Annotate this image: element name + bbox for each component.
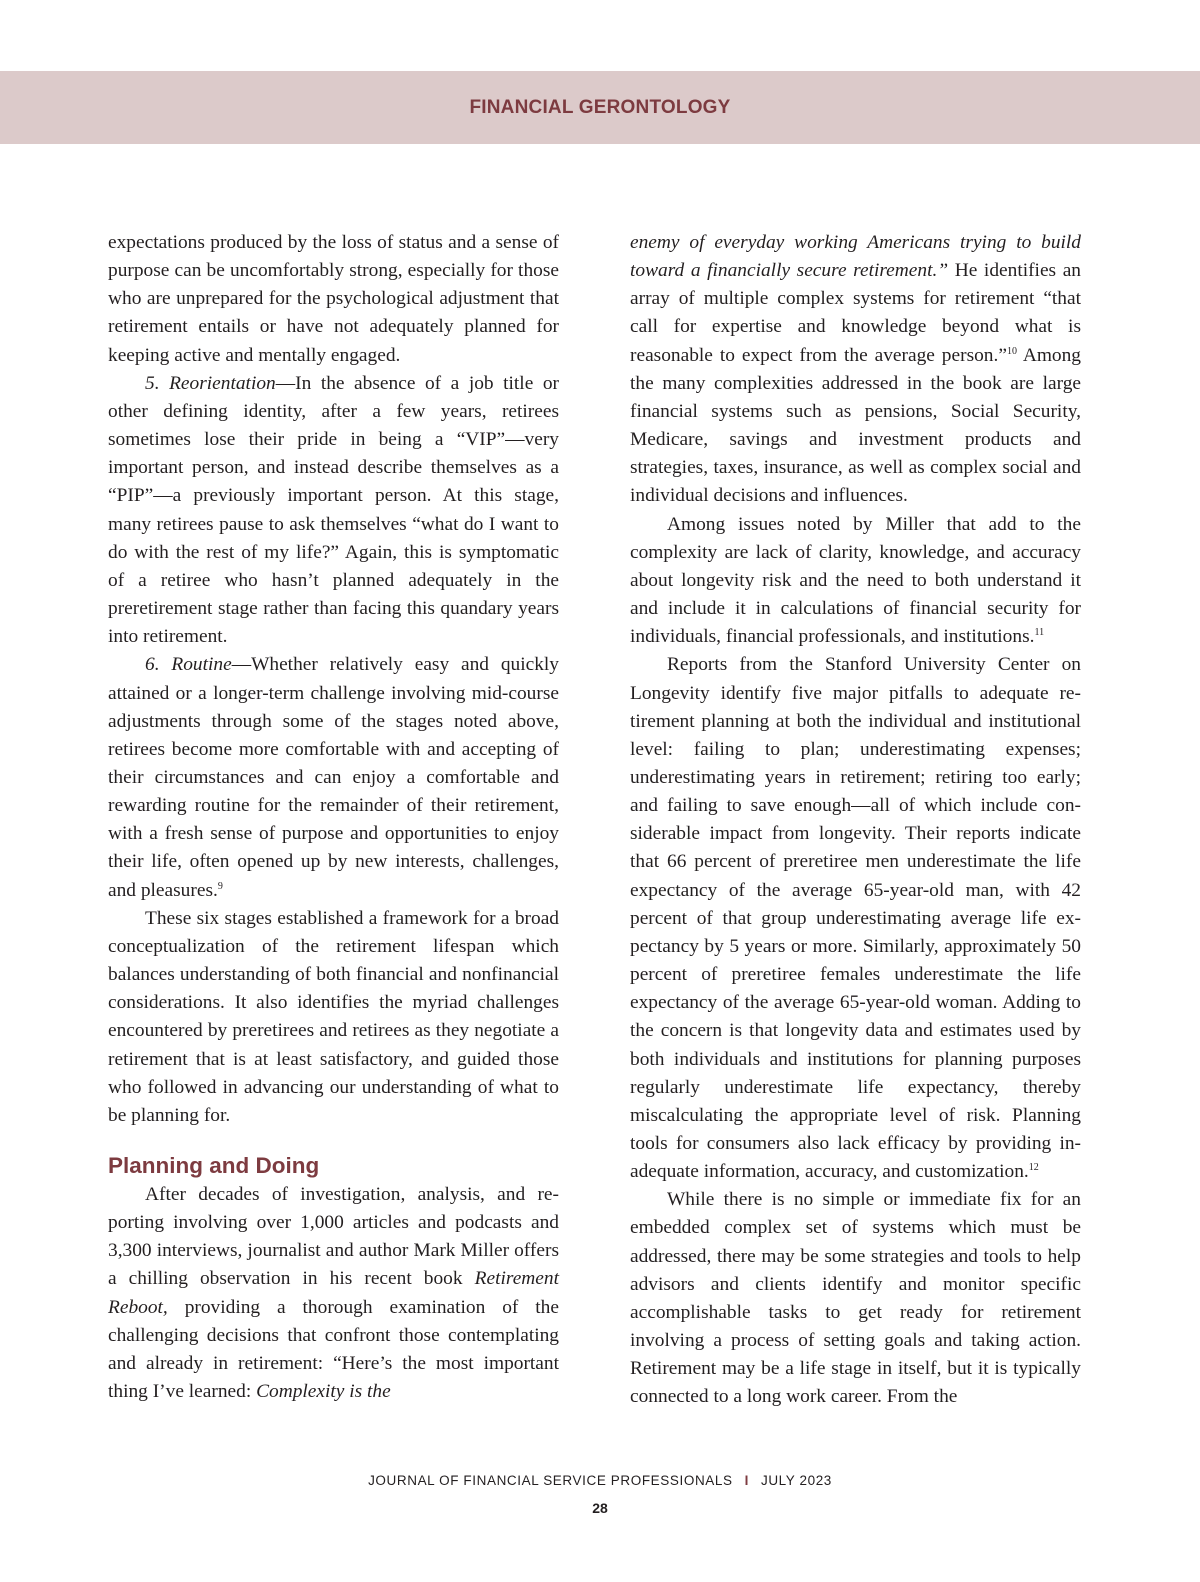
quote: enemy of everyday working Americans trying to build toward a financially secure retirement.” — [630, 232, 1081, 282]
footer-separator: I — [744, 1473, 749, 1488]
quote: Complexity is the — [256, 1381, 391, 1403]
footer — [0, 1473, 1200, 1488]
paragraph: expectations produced by the loss of status and a sense of purpose can be uncomfortably strong, especially for those who are unprepared for the psychological adjustment that retirement entails or have not adequately planned for keeping active and mentally engaged. — [108, 232, 559, 366]
footnote-ref: 12 — [1028, 1162, 1039, 1174]
right-column — [630, 229, 1081, 1412]
paragraph: These six stages established a framework for a broad conceptualization of the retirement lifespan which balances understanding of both financial and nonfinancial considerations. It also identifies the myriad challenges encountered by preretirees and retirees as they negotiate a retirement that is at least satisfactory, and guided those who followed in advancing our understanding of what to be planning for. — [108, 907, 559, 1126]
paragraph: While there is no simple or immediate fix for an embedded complex set of systems which must be addressed, there may be some strategies and tools to help advisors and clients identify and monitor specific accomplishable tasks to get ready for retirement involving a process of setting goals and taking action. Retirement may be a life stage in itself, but it is typically connected to a long work career. From the — [630, 1189, 1081, 1408]
left-column — [108, 229, 559, 1406]
footnote-ref: 11 — [1034, 627, 1045, 639]
section-banner — [0, 71, 1200, 144]
paragraph: enemy of everyday working Americans trying to build toward a financially secure retirement.” He identifies an array of multiple complex systems for retirement “that call for expertise and knowledge beyond what is reasonable to expect from the average person.”$^{10}$ Among the many complexities addressed in the book are large financial systems such as pensions, Social Security, Medicare, savings and investment products and strategies, taxes, insurance, as well as complex social and individual decisions and influences. — [630, 232, 1081, 507]
section-heading: Planning and Doing — [108, 1153, 320, 1178]
footnote-ref: 9 — [217, 880, 223, 892]
paragraph: Reports from the Stanford University Center on Longevity identify five major pitfalls to adequate retirement planning at both the individual and institutional level: failing to plan; underestimating expenses; underestimating years in retirement; retiring too early; and failing to save enough—all of which include considerable impact from longevity. Their reports indicate that 66 percent of preretiree men underestimate the life expectancy of the average 65-year-old man, with 42 percent of that group underestimating average life expectancy by 5 years or more. Similarly, approximately 50 percent of preretiree females underestimate the life expectancy of the average 65-year-old woman. Adding to the concern is that longevity data and estimates used by both individuals and institutions for planning purposes regularly underestimate life expectancy, thereby miscalculating the appropriate level of risk. Planning tools for consumers also lack efficacy by providing inadequate information, accuracy, and customization.$^{12}$ — [630, 654, 1081, 1183]
footnote-ref: 10 — [1006, 345, 1017, 357]
paragraph: After decades of investigation, analysis, and reporting involving over 1,000 articles and podcasts and 3,300 interviews, journalist and author Mark Miller offers a chilling observation in his recent book Retirement Reboot, providing a thorough examination of the challenging decisions that confront those contemplating and already in retirement: “Here’s the most important thing I’ve learned: Complexity is the — [108, 1184, 559, 1403]
stage-label: 6. Routine — [145, 654, 232, 676]
journal-name: JOURNAL OF FINANCIAL SERVICE PROFESSIONALS — [368, 1473, 733, 1488]
stage-label: 5. Reorientation — [145, 372, 276, 394]
paragraph: 6. Routine—Whether relatively easy and quickly attained or a longer-term challenge involving mid-course adjustments through some of the stages noted above, retirees become more comfortable with and accepting of their circumstances and can enjoy a comfortable and rewarding routine for the remainder of their retirement, with a fresh sense of purpose and opportunities to enjoy their life, often opened up by new interests, challenges, and pleasures.$^9$ — [108, 654, 559, 901]
issue-date: JULY 2023 — [760, 1473, 832, 1488]
section-title: FINANCIAL GERONTOLOGY — [469, 97, 731, 118]
page-number: 28 — [592, 1500, 608, 1516]
book-title: Retirement Reboot, — [108, 1268, 559, 1318]
paragraph: 5. Reorientation—In the absence of a job title or other defining identity, after a few years, retirees sometimes lose their pride in being a “VIP”—very important person, and instead describe themselves as a “PIP”—a previously important person. At this stage, many retirees pause to ask themselves “what do I want to do with the rest of my life?” Again, this is symptomatic of a retiree who hasn’t planned adequately in the preretirement stage rather than facing this quandary years into retirement. — [108, 372, 560, 648]
paragraph: Among issues noted by Miller that add to the complexity are lack of clarity, knowledge, and accuracy about longevity risk and the need to both understand it and include it in calculations of financial security for individuals, financial professionals, and institutions.$^{11}$ — [630, 513, 1081, 648]
